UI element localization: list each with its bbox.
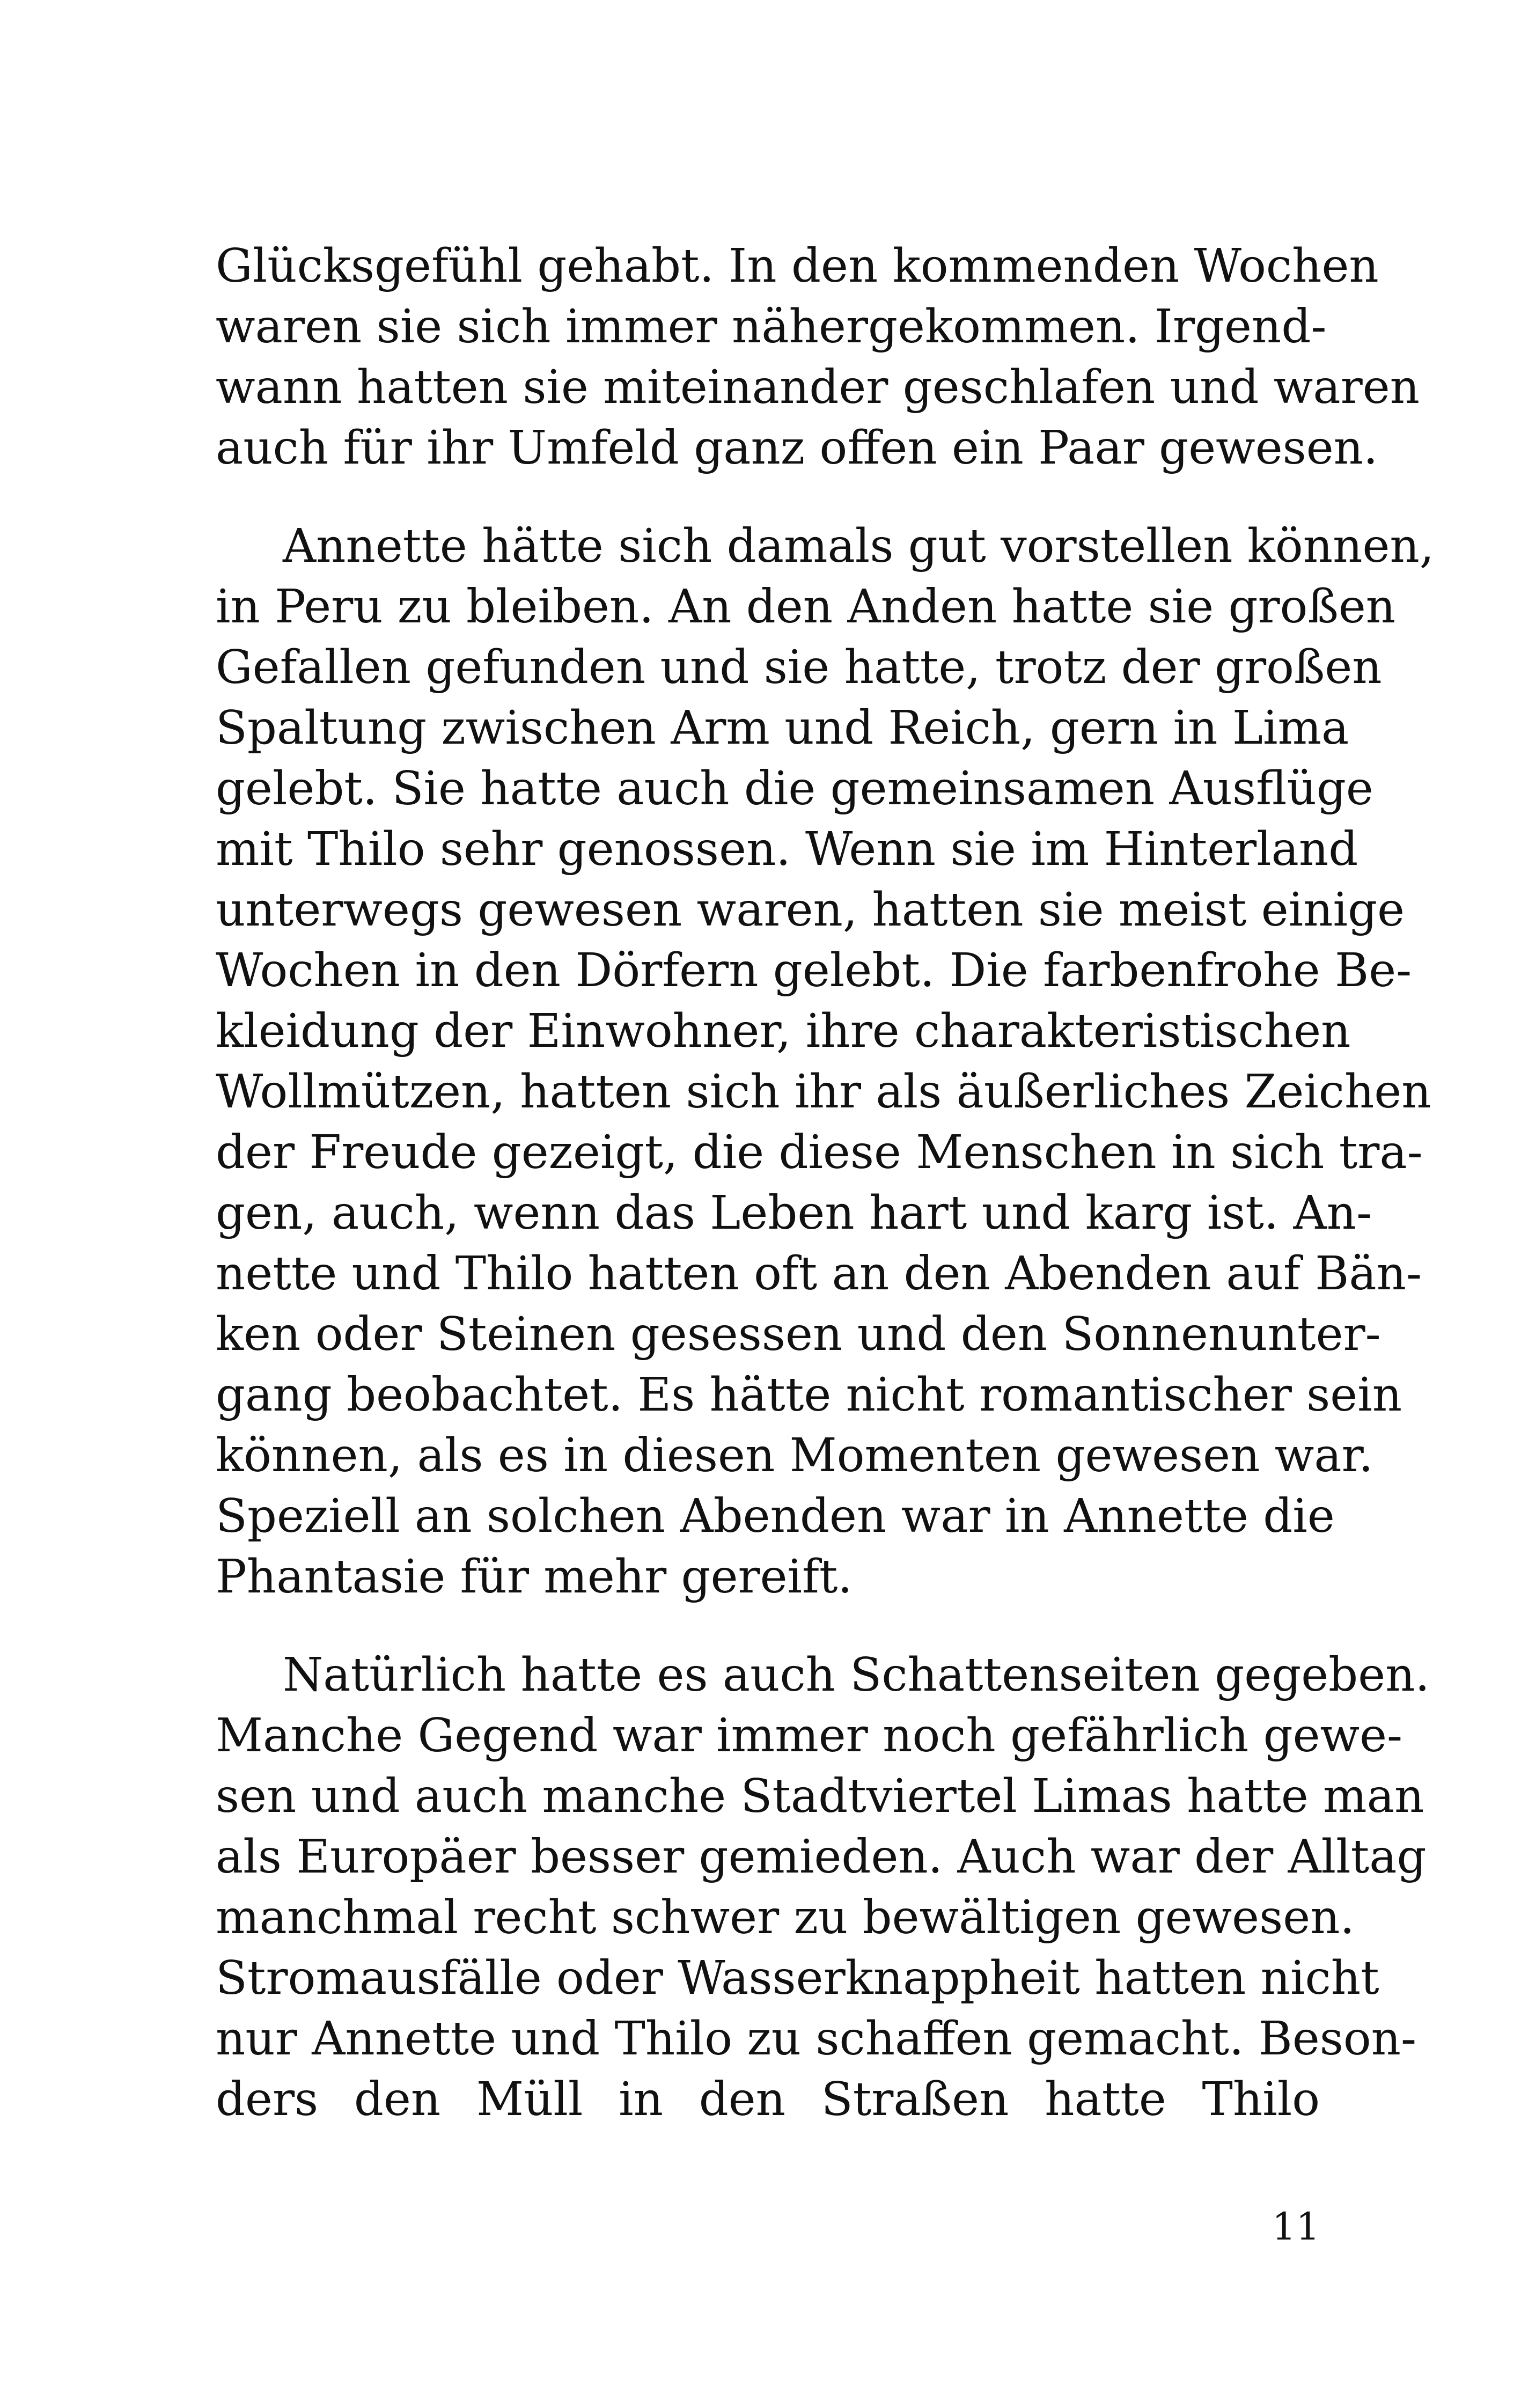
text-line: der Freude gezeigt, die diese Menschen in sich tra- — [216, 1126, 1423, 1179]
text-line: gelebt. Sie hatte auch die gemeinsamen Ausflüge — [216, 762, 1373, 816]
paragraph-3 — [216, 1645, 1430, 2130]
text-line: Phantasie für mehr gereift. — [216, 1550, 853, 1604]
text-line: sen und auch manche Stadtviertel Limas hatte man — [216, 1770, 1424, 1823]
text-line: gen, auch, wenn das Leben hart und karg ist. An- — [216, 1186, 1372, 1240]
text-line: kleidung der Einwohner, ihre charakteristischen — [216, 1004, 1351, 1058]
text-line: Speziell an solchen Abenden war in Annette die — [216, 1489, 1335, 1543]
text-line: wann hatten sie miteinander geschlafen und waren — [216, 361, 1420, 414]
text-line: nette und Thilo hatten oft an den Abenden auf Bän- — [216, 1247, 1422, 1301]
paragraph-2 — [216, 516, 1435, 1607]
text-line: Stromausfälle oder Wasserknappheit hatten nicht — [216, 1951, 1379, 2005]
text-line: Manche Gegend war immer noch gefährlich gewe- — [216, 1709, 1403, 1763]
text-line: Wollmützen, hatten sich ihr als äußerliches Zeichen — [216, 1065, 1431, 1119]
text-line: Spaltung zwischen Arm und Reich, gern in Lima — [216, 701, 1349, 755]
text-line: können, als es in diesen Momenten gewesen war. — [216, 1429, 1373, 1482]
body-text — [216, 236, 1435, 2130]
paragraph-1 — [216, 236, 1420, 479]
text-line: manchmal recht schwer zu bewältigen gewesen. — [216, 1891, 1355, 1944]
text-line: Annette hätte sich damals gut vorstellen können, — [283, 519, 1435, 573]
text-line: Wochen in den Dörfern gelebt. Die farbenfrohe Be- — [216, 944, 1412, 997]
text-line: unterwegs gewesen waren, hatten sie meist einige — [216, 883, 1405, 937]
page-number: 11 — [1272, 2205, 1320, 2249]
text-line: auch für ihr Umfeld ganz offen ein Paar gewesen. — [216, 421, 1378, 475]
text-line: gang beobachtet. Es hätte nicht romantischer sein — [216, 1368, 1402, 1422]
text-line: Glücksgefühl gehabt. In den kommenden Wochen — [216, 239, 1379, 293]
text-line: ders den Müll in den Straßen hatte Thilo — [216, 2073, 1320, 2126]
text-line: mit Thilo sehr genossen. Wenn sie im Hinterland — [216, 823, 1358, 876]
text-line: nur Annette und Thilo zu schaffen gemacht. Beson- — [216, 2012, 1417, 2066]
text-line: als Europäer besser gemieden. Auch war der Alltag — [216, 1830, 1427, 1884]
text-line: Natürlich hatte es auch Schattenseiten gegeben. — [283, 1648, 1430, 1702]
text-line: waren sie sich immer nähergekommen. Irgend- — [216, 300, 1327, 354]
text-line: Gefallen gefunden und sie hatte, trotz der großen — [216, 641, 1382, 694]
text-line: ken oder Steinen gesessen und den Sonnenunter- — [216, 1308, 1381, 1361]
text-line: in Peru zu bleiben. An den Anden hatte sie großen — [216, 580, 1396, 634]
